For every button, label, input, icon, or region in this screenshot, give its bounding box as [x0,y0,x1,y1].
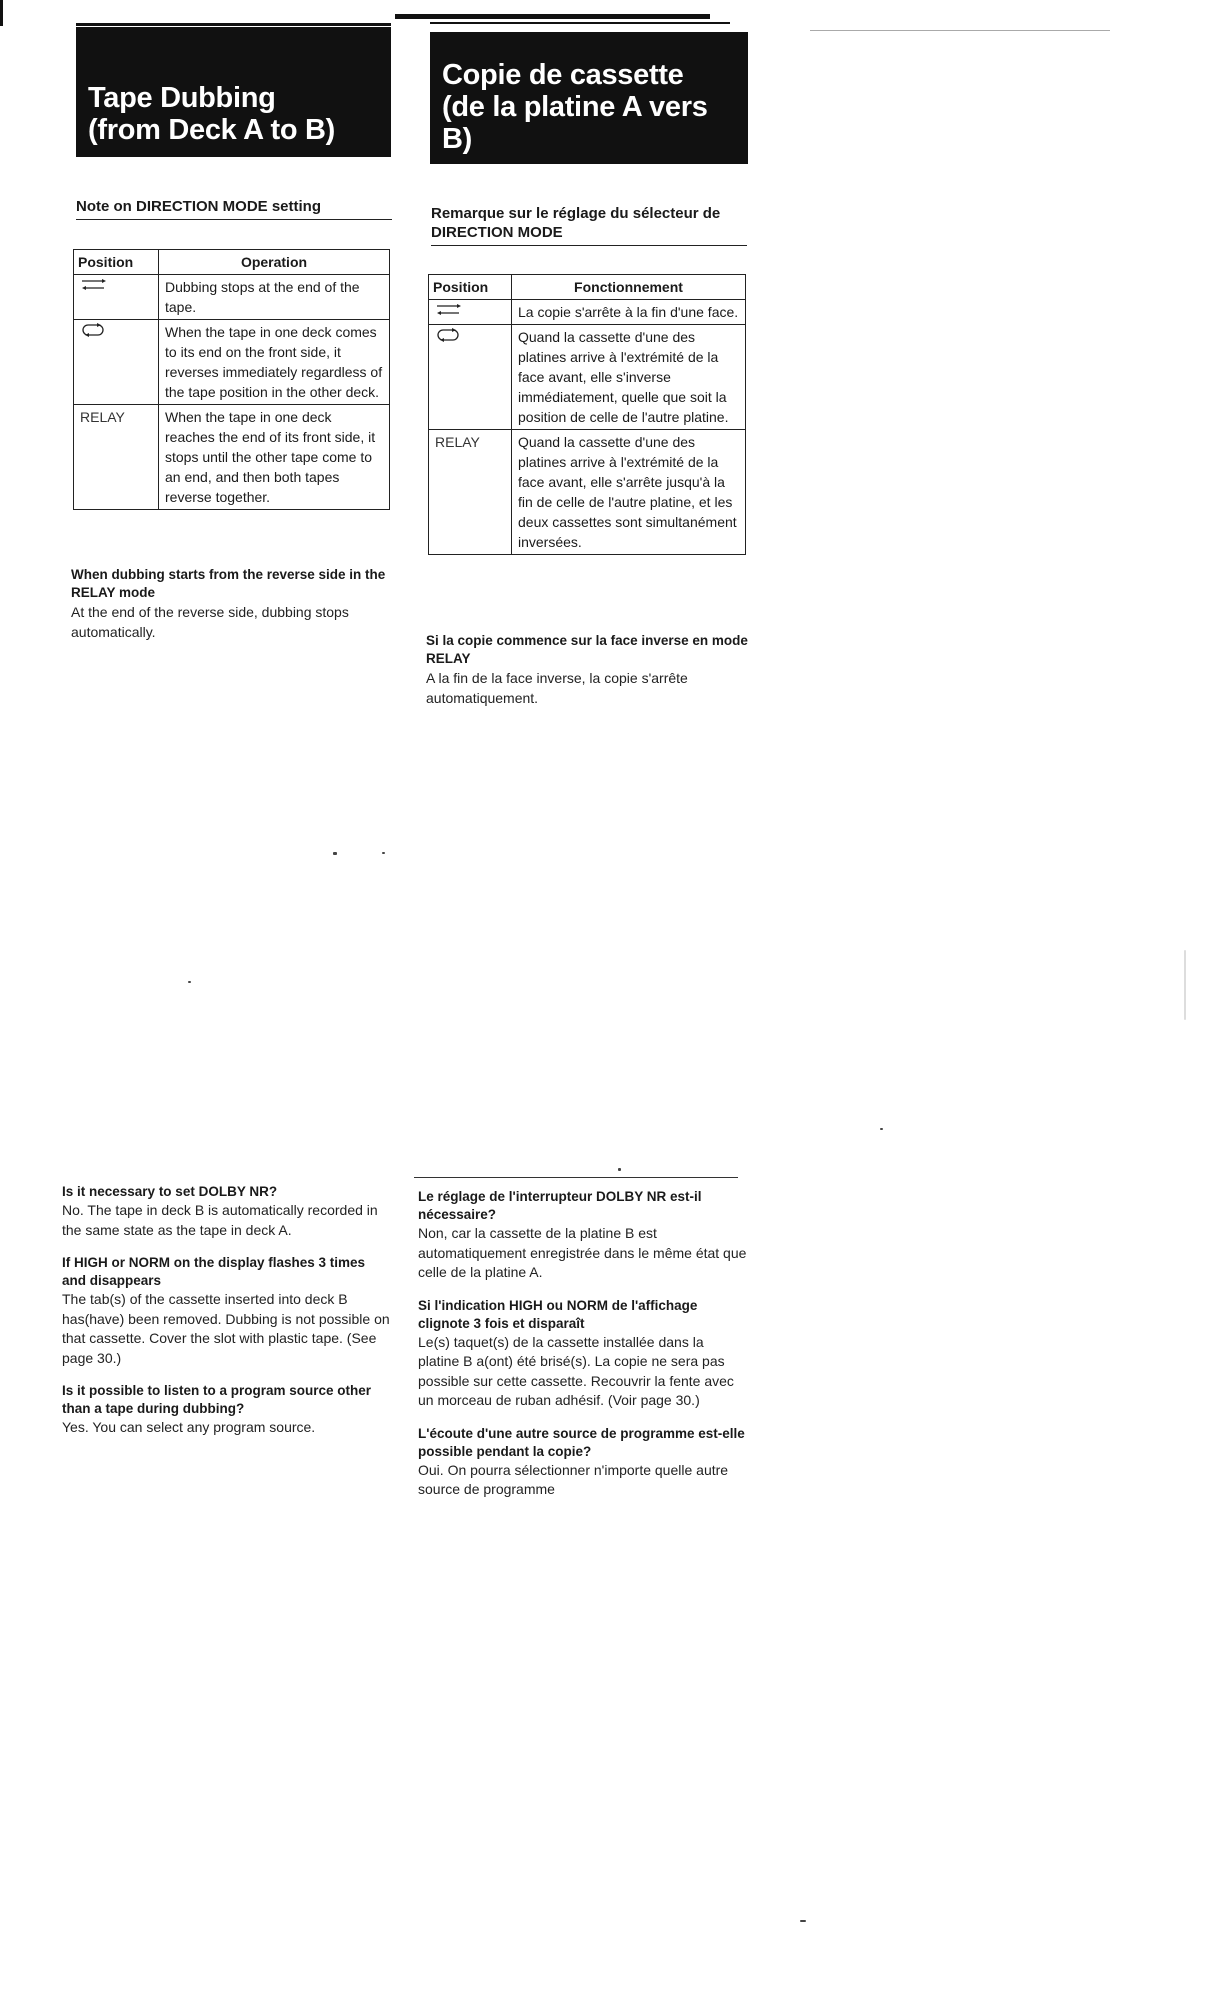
position-column-header: Position [74,250,159,275]
reverse-loop-icon [80,322,106,338]
position-column-header: Position [429,275,512,300]
english-direction-mode-table [73,249,390,510]
scan-speck [382,852,385,854]
english-title-block [76,27,391,157]
relay-note-heading: Si la copie commence sur la face inverse en mode RELAY [426,633,748,666]
qa-question: If HIGH or NORM on the display flashes 3 times and disappears [62,1255,366,1288]
reverse-loop-icon [435,327,461,343]
qa-question: Si l'indication HIGH ou NORM de l'affichage clignote 3 fois et disparaît [418,1297,698,1331]
one-way-arrow-icon [435,303,461,317]
scan-edge-mark [0,0,3,26]
table-row [429,430,746,555]
relay-position-label: RELAY [429,430,512,555]
french-relay-note [426,632,756,708]
relay-note-text: At the end of the reverse side, dubbing stops automatically. [71,604,349,640]
qa-answer: Oui. On pourra sélectionner n'importe quelle autre source de programme [418,1461,729,1497]
position-cell [74,320,159,405]
scan-speck [333,852,337,855]
qa-item [418,1188,748,1283]
scan-speck [618,1168,621,1171]
position-cell [429,300,512,325]
section-divider [414,1177,738,1178]
qa-answer: The tab(s) of the cassette inserted into deck B has(have) been removed. Dubbing is not possible on that cassette. Cover the slot with plastic tape. (See page 30.) [62,1291,390,1366]
operation-cell: Quand la cassette d'une des platines arrive à l'extrémité de la face avant, elle s'inverse immédiatement, quelle que soit la position de celle de l'autre platine. [512,325,746,430]
operation-cell: La copie s'arrête à la fin d'une face. [512,300,746,325]
operation-column-header: Fonctionnement [512,275,746,300]
table-row [429,325,746,430]
position-cell [74,275,159,320]
table-header-row [74,250,390,275]
operation-cell: When the tape in one deck reaches the end of its front side, it stops until the other tape come to an end, and then both tapes reverse together. [159,405,390,510]
qa-question: L'écoute d'une autre source de programme est-elle possible pendant la copie? [418,1425,745,1459]
qa-item [62,1183,392,1240]
qa-question: Is it possible to listen to a program source other than a tape during dubbing? [62,1383,372,1416]
english-relay-note [71,566,401,642]
one-way-arrow-icon [80,278,106,292]
relay-position-label: RELAY [74,405,159,510]
top-rule [76,23,391,26]
french-title-line-2: (de la platine A vers [442,90,708,123]
scan-speck [1184,950,1186,1020]
qa-item [418,1297,748,1411]
french-direction-mode-table [428,274,746,555]
english-direction-mode-heading: Note on DIRECTION MODE setting [76,197,392,220]
french-title-line-3: B) [442,122,473,155]
top-rule [395,14,710,19]
scan-speck [188,981,191,983]
operation-cell: Quand la cassette d'une des platines arrive à l'extrémité de la face avant, elle s'arrête jusqu'à la fin de celle de l'autre platine, et les deux cassettes sont simultanément inversées. [512,430,746,555]
relay-note-text: A la fin de la face inverse, la copie s'arrête automatiquement. [426,670,688,706]
table-row [74,320,390,405]
table-row [74,275,390,320]
top-rule [430,22,730,24]
position-cell [429,325,512,430]
table-row [429,300,746,325]
qa-item [418,1425,748,1500]
french-title-line-1: Copie de cassette [442,59,684,91]
qa-answer: Le(s) taquet(s) de la cassette installée dans la platine B a(ont) été brisé(s). La copie ne sera pas possible sur cette cassette. Recouvrir la fente avec un morceau de ruban adhésif. (Voir page 30.) [418,1333,734,1408]
scan-speck [800,1920,806,1922]
english-title-line-2: (from Deck A to B) [88,113,336,146]
qa-answer: No. The tape in deck B is automatically recorded in the same state as the tape in deck A. [62,1202,378,1238]
table-header-row [429,275,746,300]
qa-question: Le réglage de l'interrupteur DOLBY NR est-il nécessaire? [418,1189,702,1222]
operation-cell: When the tape in one deck comes to its end on the front side, it reverses immediately regardless of the tape position in the other deck. [159,320,390,405]
top-rule [810,30,1110,31]
relay-note-heading: When dubbing starts from the reverse side in the RELAY mode [71,567,386,600]
qa-question: Is it necessary to set DOLBY NR? [62,1184,278,1199]
qa-answer: Non, car la cassette de la platine B est automatiquement enregistrée dans le même état que celle de la platine A. [418,1225,747,1280]
operation-cell: Dubbing stops at the end of the tape. [159,275,390,320]
scan-speck [880,1128,883,1130]
french-qa-section [418,1188,748,1514]
english-title-line-1: Tape Dubbing [88,82,276,114]
table-row [74,405,390,510]
qa-item [62,1382,392,1438]
french-direction-mode-heading: Remarque sur le réglage du sélecteur de DIRECTION MODE [431,204,747,246]
english-qa-section [62,1183,392,1452]
operation-column-header: Operation [159,250,390,275]
qa-answer: Yes. You can select any program source. [62,1419,316,1435]
french-title-block [430,32,748,164]
qa-item [62,1254,392,1368]
